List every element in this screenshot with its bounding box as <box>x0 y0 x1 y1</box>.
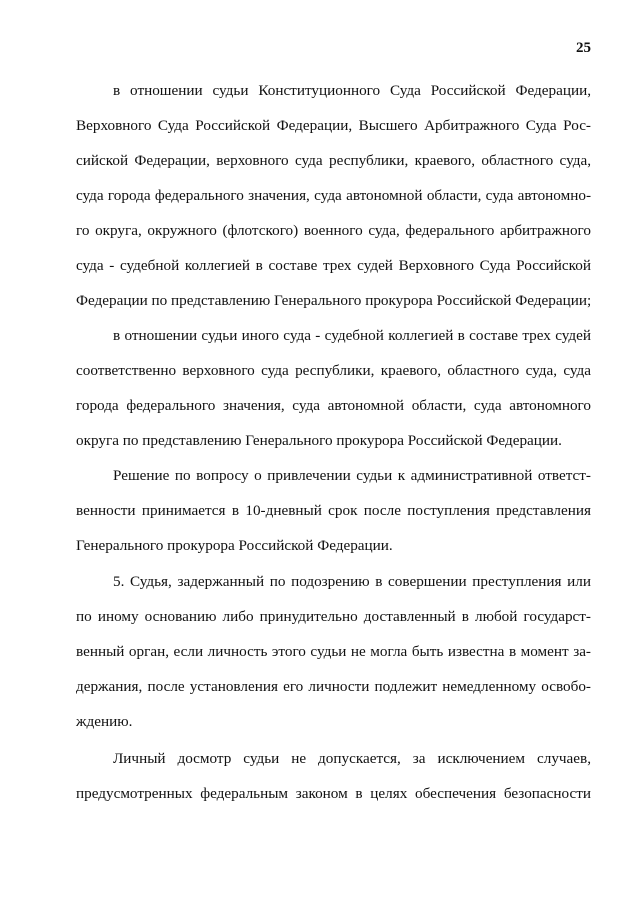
text-line-6: суда - судебной коллегией в составе трех судей Верховного Суда Российской <box>76 257 591 274</box>
text-line-5: го округа, окружного (флотского) военного суда, федерального арбитражного <box>76 222 591 239</box>
text-line-1: в отношении судьи Конституционного Суда Российской Федерации, <box>113 82 591 99</box>
text-line-2: Верховного Суда Российской Федерации, Высшего Арбитражного Суда Рос- <box>76 117 591 134</box>
text-line-7: Федерации по представлению Генерального прокурора Российской Федерации; <box>76 292 592 309</box>
text-line-12: Решение по вопросу о привлечении судьи к административной ответст- <box>113 467 591 484</box>
page-number: 25 <box>576 40 591 56</box>
text-line-17: венный орган, если личность этого судьи не могла быть известна в момент за- <box>76 643 591 660</box>
text-line-21: предусмотренных федеральным законом в целях обеспечения безопасности <box>76 785 591 802</box>
text-line-19: ждению. <box>76 713 133 730</box>
text-line-8: в отношении судьи иного суда - судебной коллегией в составе трех судей <box>113 327 591 344</box>
text-line-20: Личный досмотр судьи не допускается, за исключением случаев, <box>113 750 591 767</box>
text-line-18: держания, после установления его личности подлежит немедленному освобо- <box>76 678 591 695</box>
text-line-3: сийской Федерации, верховного суда республики, краевого, областного суда, <box>76 152 591 169</box>
text-line-13: венности принимается в 10-дневный срок после поступления представления <box>76 502 591 519</box>
text-line-14: Генерального прокурора Российской Федерации. <box>76 537 393 554</box>
text-line-16: по иному основанию либо принудительно доставленный в любой государст- <box>76 608 591 625</box>
text-line-4: суда города федерального значения, суда автономной области, суда автономно- <box>76 187 591 204</box>
text-line-11: округа по представлению Генерального прокурора Российской Федерации. <box>76 432 562 449</box>
text-line-10: города федерального значения, суда автономной области, суда автономного <box>76 397 591 414</box>
text-line-15: 5. Судья, задержанный по подозрению в совершении преступления или <box>113 573 591 590</box>
text-line-9: соответственно верховного суда республики, краевого, областного суда, суда <box>76 362 591 379</box>
